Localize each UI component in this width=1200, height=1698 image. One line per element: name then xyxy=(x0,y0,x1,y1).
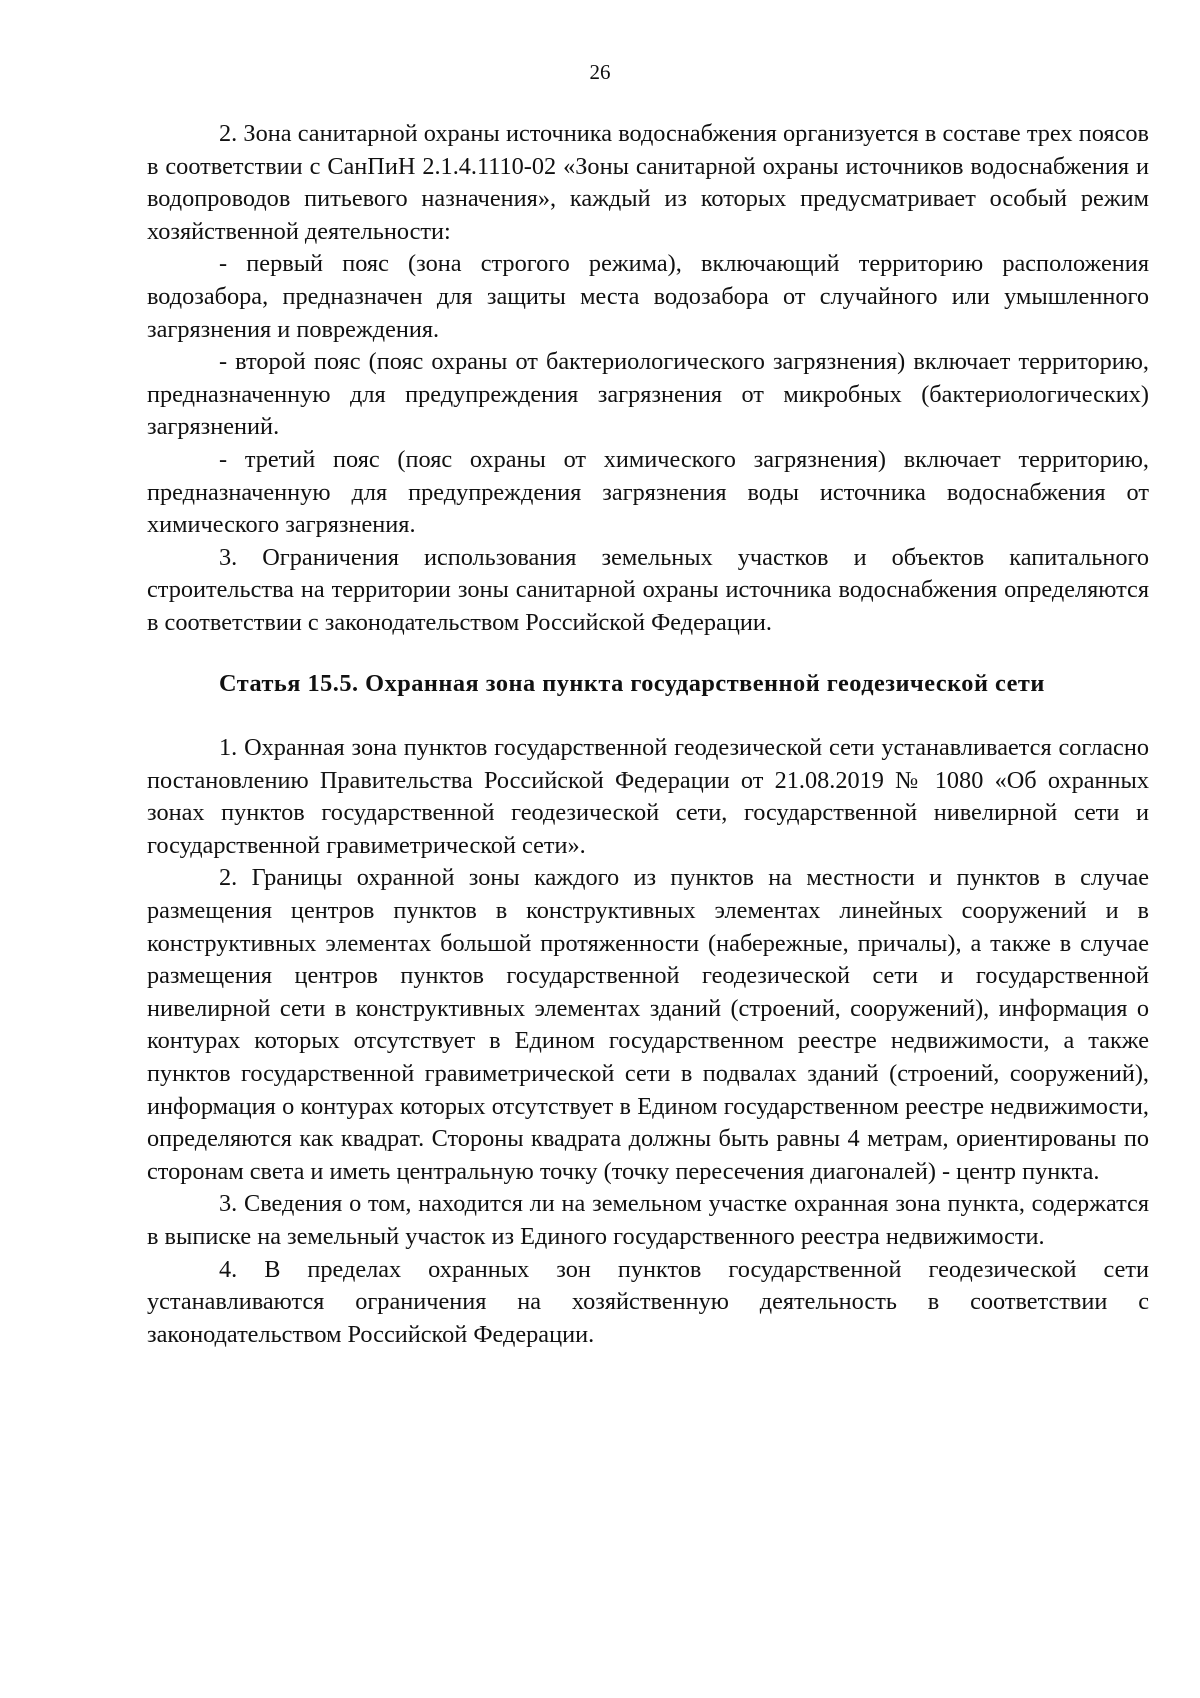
article-paragraph-1: 1. Охранная зона пунктов государственной геодезической сети устанавливается согласно постановлению Правительства Российской Федерации от 21.08.2019 № 1080 «Об охранных зонах пунктов государственной геодезической сети, государственной нивелирной сети и государственной гравиметрической сети». xyxy=(147,734,1149,859)
paragraph-third-belt: - третий пояс (пояс охраны от химического загрязнения) включает территорию, предназначенную для предупреждения загрязнения воды источника водоснабжения от химического загрязнения. xyxy=(147,445,1149,539)
page-number: 26 xyxy=(589,60,611,84)
paragraph-first-belt: - первый пояс (зона строгого режима), включающий территорию расположения водозабора, предназначен для защиты места водозабора от случайного или умышленного загрязнения и повреждения. xyxy=(147,250,1149,343)
article-paragraph-2: 2. Границы охранной зоны каждого из пунктов на местности и пунктов в случае размещения центров пунктов в конструктивных элементах линейных сооружений и в конструктивных элементах большой протяженности (набережные, причалы), а также в случае размещения центров пунктов государственной геодезической сети и государственной нивелирной сети в конструктивных элементах зданий (строений, сооружений), информация о контурах которых отсутствует в Едином государственном реестре недвижимости, а также пунктов государственной гравиметрической сети в подвалах зданий (строений, сооружений), информация о контурах которых отсутствует в Едином государственном реестре недвижимости, определяются как квадрат. Стороны квадрата должны быть равны 4 метрам, ориентированы по сторонам света и иметь центральную точку (точку пересечения диагоналей) - центр пункта. xyxy=(147,864,1149,1185)
paragraph-restrictions: 3. Ограничения использования земельных участков и объектов капитального строительства на территории зоны санитарной охраны источника водоснабжения определяются в соответствии с законодательством Российской Федерации. xyxy=(147,543,1149,636)
article-paragraph-4: 4. В пределах охранных зон пунктов государственной геодезической сети устанавливаются ограничения на хозяйственную деятельность в соответствии с законодательством Российской Федерации. xyxy=(147,1255,1149,1348)
article-paragraph-3: 3. Сведения о том, находится ли на земельном участке охранная зона пункта, содержатся в выписке на земельный участок из Единого государственного реестра недвижимости. xyxy=(147,1190,1149,1250)
paragraph-second-belt: - второй пояс (пояс охраны от бактериологического загрязнения) включает территорию, предназначенную для предупреждения загрязнения от микробных (бактериологических) загрязнений. xyxy=(147,348,1149,441)
page-content xyxy=(147,118,1149,1351)
article-heading: Статья 15.5. Охранная зона пункта государственной геодезической сети xyxy=(219,669,1045,697)
paragraph-zone-belts: 2. Зона санитарной охраны источника водоснабжения организуется в составе трех поясов в соответствии с СанПиН 2.1.4.1110-02 «Зоны санитарной охраны источников водоснабжения и водопроводов питьевого назначения», каждый из которых предусматривает особый режим хозяйственной деятельности: xyxy=(147,120,1149,245)
